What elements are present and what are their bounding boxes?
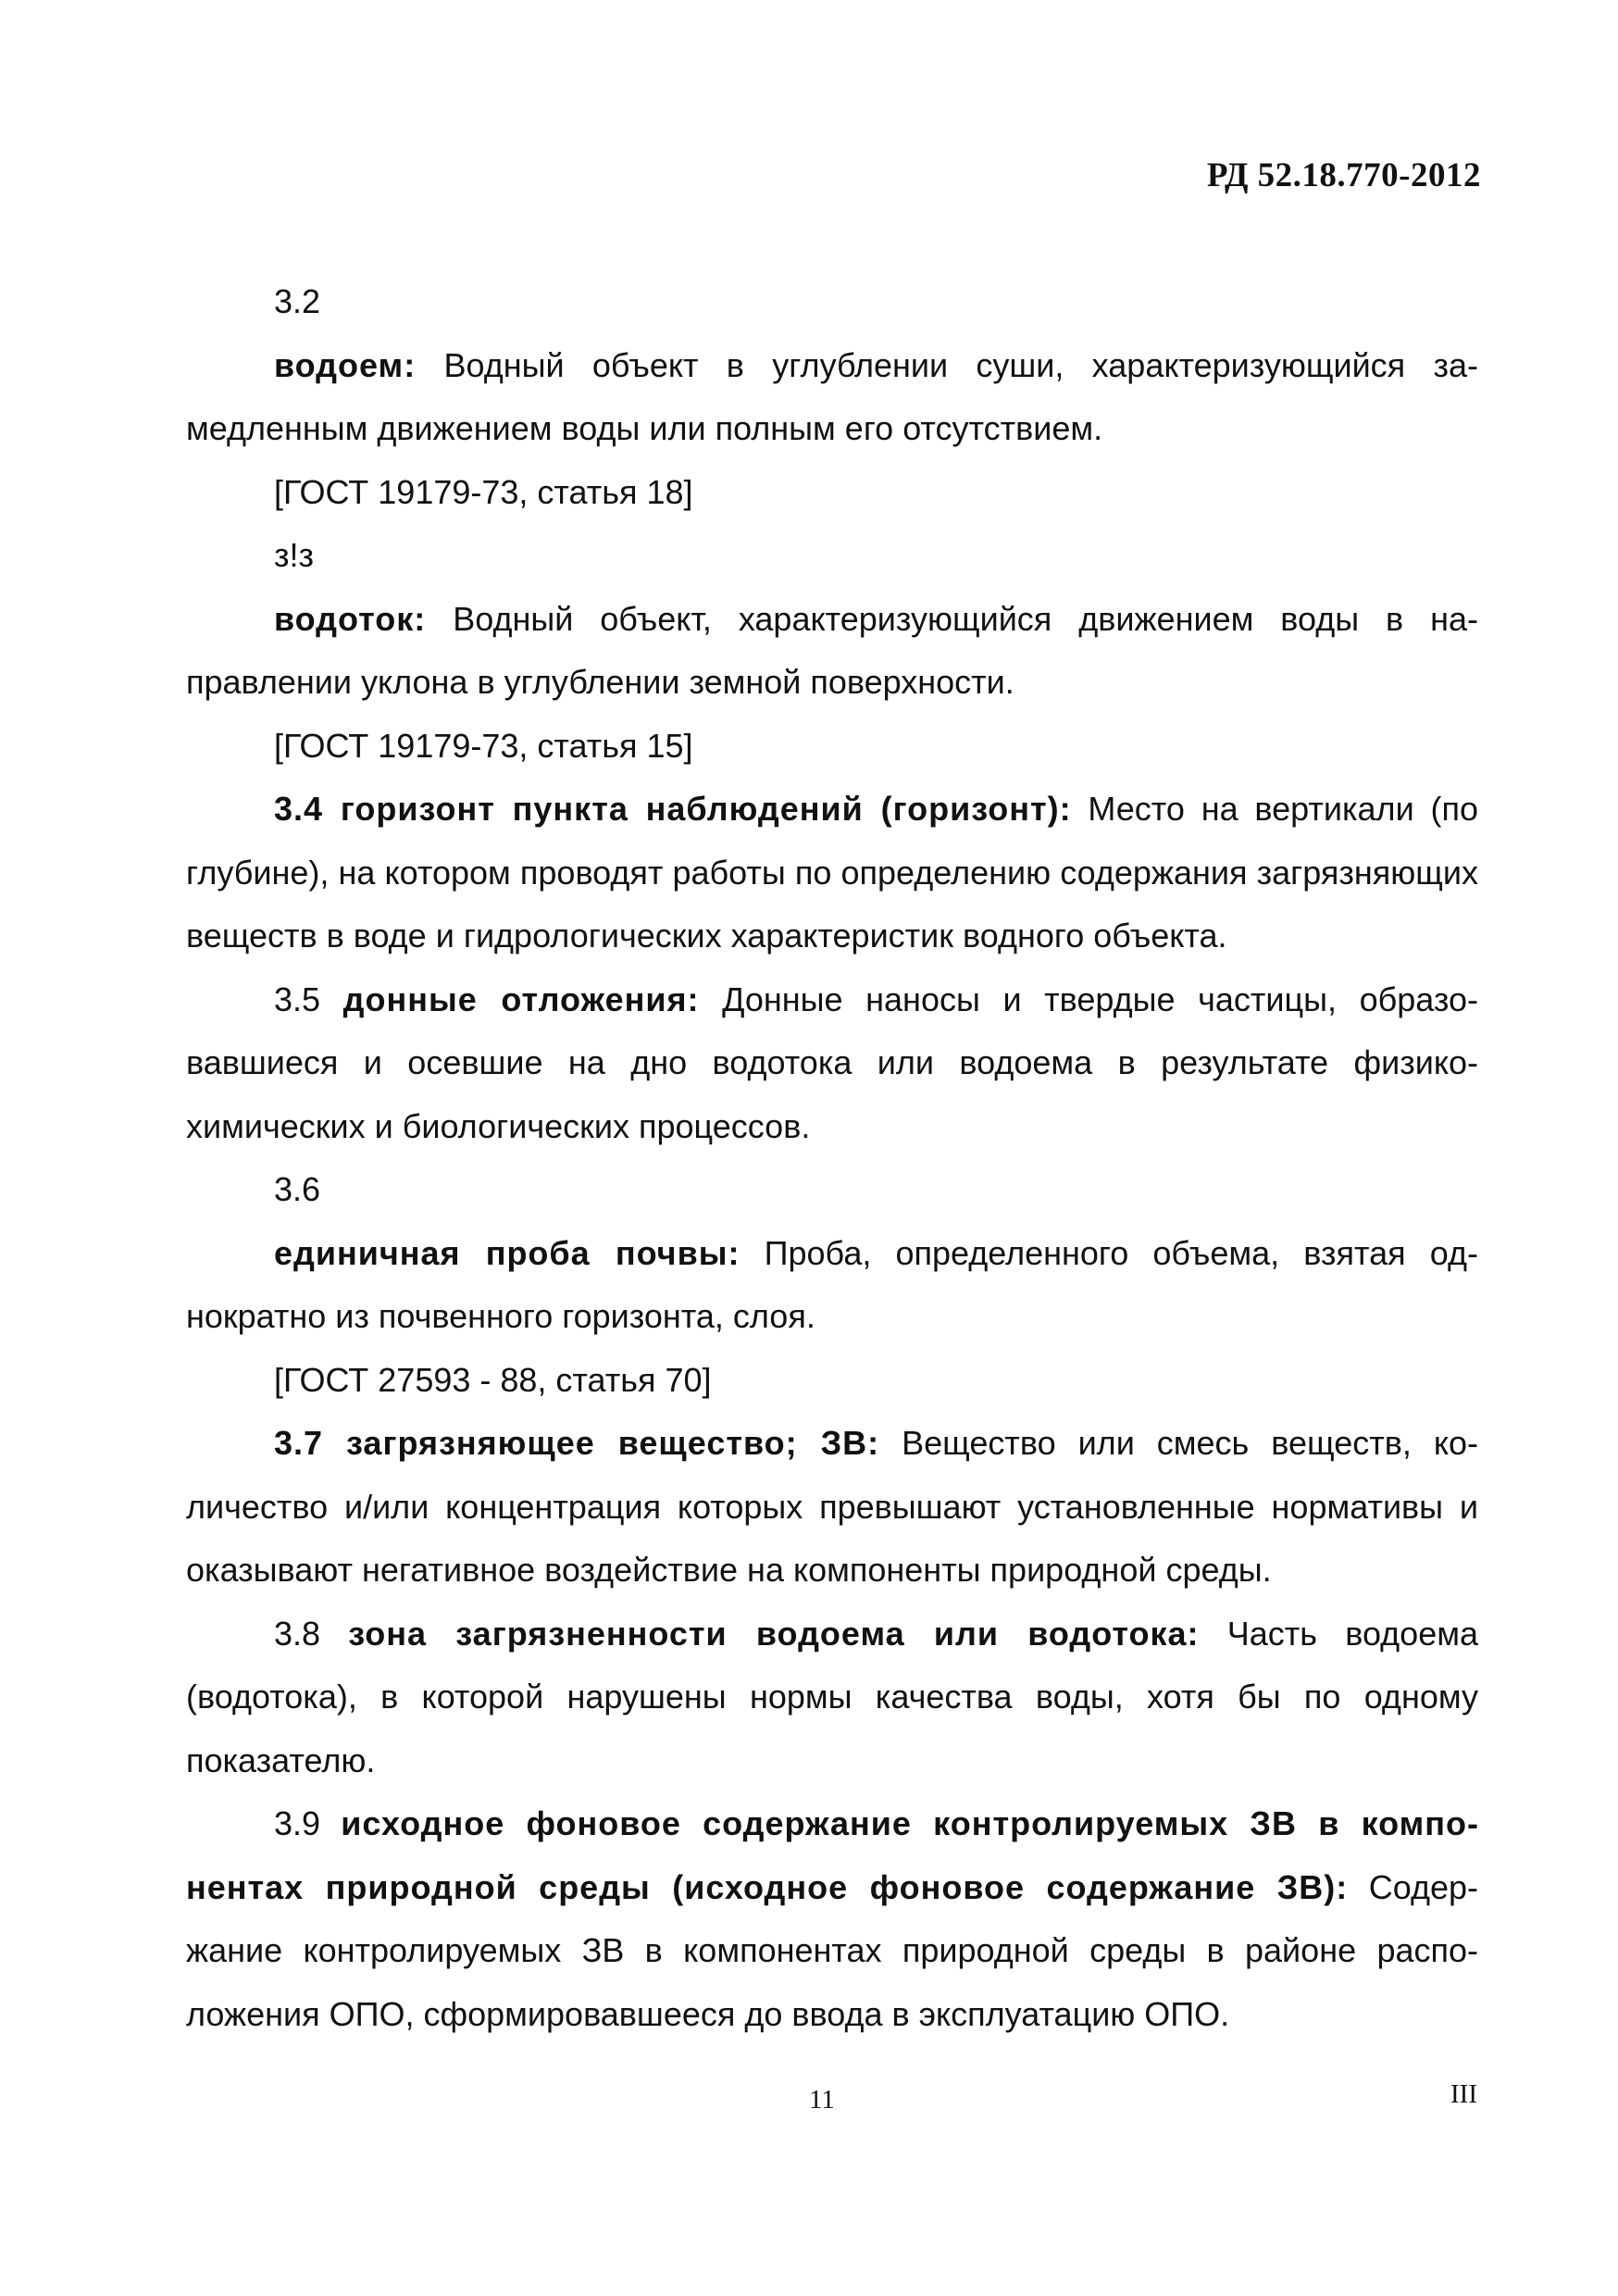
term-gorizont: 3.4 горизонт пункта наблюдений (горизонт): <box>274 790 1072 828</box>
section-3-8-number: 3.8 <box>274 1614 349 1653</box>
definition-gorizont: Место на вертикали (по глубине), на котором проводят работы по определению содержания загрязняющих веществ в воде и гидрологических характеристик водного объекта. <box>186 790 1478 955</box>
definition-vodoem: Водный объект в углублении суши, характеризующийся замедленным движением воды или полным его отсутствием. <box>186 345 1478 447</box>
term-donnye-otlozheniya: донные отложения: <box>342 980 700 1018</box>
section-3-5-definition <box>186 968 1478 1159</box>
section-3-3-definition <box>186 588 1478 715</box>
section-3-6-reference: [ГОСТ 27593 - 88, статья 70] <box>274 1360 712 1399</box>
section-3-3-number: з!з <box>274 536 315 574</box>
section-3-6-definition <box>186 1222 1478 1349</box>
definition-iskhodnoe-fonovoe-soderzhanie: Содержание контролируемых ЗВ в компонентах природной среды в районе расположения ОПО, сформировавшееся до ввода в эксплуатацию ОПО. <box>186 1867 1479 2033</box>
section-3-7-definition <box>186 1412 1478 1603</box>
definition-edinichnaya-proba: Проба, определенного объема, взятая однократно из почвенного горизонта, слоя. <box>186 1233 1479 1335</box>
roman-page-mark: III <box>1450 2079 1477 2109</box>
section-3-2-definition <box>186 334 1478 461</box>
term-zona-zagryaznennosti: зона загрязненности водоема или водотока: <box>348 1614 1200 1653</box>
section-3-9-number: 3.9 <box>274 1804 342 1842</box>
document-body <box>186 270 1478 2046</box>
section-3-5-number: 3.5 <box>274 980 343 1018</box>
section-3-8-definition <box>186 1603 1478 1793</box>
term-zagryaznyayushchee-veshchestvo: 3.7 загрязняющее вещество; ЗВ: <box>274 1424 880 1462</box>
section-3-4-definition <box>186 778 1478 968</box>
section-3-2-reference: [ГОСТ 19179-73, статья 18] <box>274 472 693 511</box>
term-vodotok: водоток: <box>274 599 427 638</box>
term-edinichnaya-proba: единичная проба почвы: <box>274 1233 741 1272</box>
term-vodoem: водоем: <box>274 345 417 384</box>
section-3-2-number: 3.2 <box>274 282 321 320</box>
document-code-header: РД 52.18.770-2012 <box>1206 156 1481 194</box>
term-iskhodnoe-fonovoe-soderzhanie: исходное фоновое содержание контролируемых ЗВ в компонентах природной среды (исходное фоновое содержание ЗВ): <box>186 1804 1479 1906</box>
definition-zagryaznyayushchee-veshchestvo: Вещество или смесь веществ, количество и/или концентрация которых превышают установленные нормативы и оказывают негативное воздействие на компоненты природной среды. <box>186 1424 1478 1589</box>
definition-zona-zagryaznennosti: Часть водоема (водотока), в которой нарушены нормы качества воды, хотя бы по одному показателю. <box>186 1614 1479 1779</box>
definition-donnye-otlozheniya: Донные наносы и твердые частицы, образовавшиеся и осевшие на дно водотока или водоема в результате физико-химических и биологических процессов. <box>186 980 1478 1145</box>
section-3-3-reference: [ГОСТ 19179-73, статья 15] <box>274 726 693 765</box>
page-number: 11 <box>809 2085 835 2115</box>
definition-vodotok: Водный объект, характеризующийся движением воды в направлении уклона в углублении земной поверхности. <box>186 599 1478 701</box>
section-3-9-definition <box>186 1792 1478 2046</box>
section-3-6-number: 3.6 <box>274 1170 321 1208</box>
